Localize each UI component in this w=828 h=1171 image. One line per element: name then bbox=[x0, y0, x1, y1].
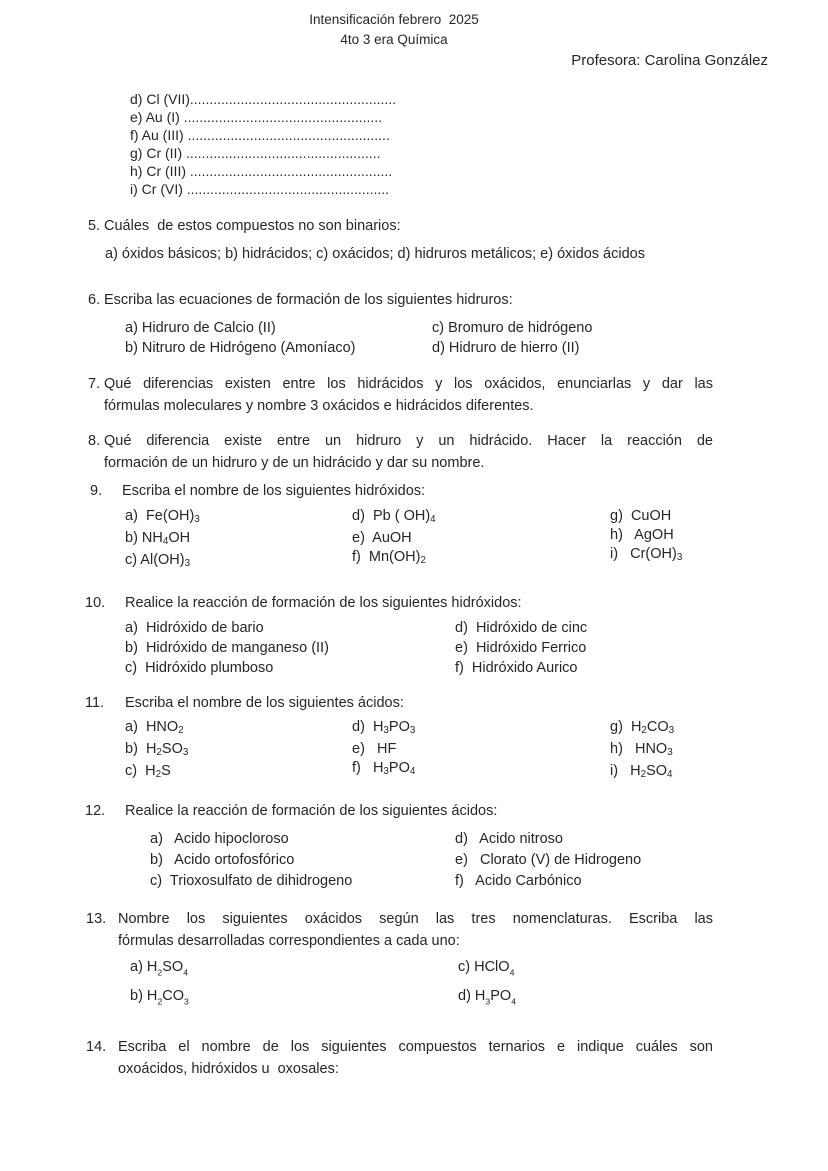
question-number: 9. bbox=[90, 483, 103, 499]
question-9-column-2 bbox=[352, 507, 436, 570]
professor-name: Profesora: Carolina González bbox=[571, 52, 768, 69]
question-text: Escriba las ecuaciones de formación de los siguientes hidruros: bbox=[104, 292, 513, 308]
question-11 bbox=[85, 695, 730, 711]
paragraph-line: formación de un hidruro y de un hidrácido y dar su nombre. bbox=[104, 455, 485, 471]
list-item: g) $H_2CO_3$ bbox=[610, 719, 675, 736]
list-item: g) Cr (II) .................................................. bbox=[130, 145, 381, 161]
question-text bbox=[104, 373, 713, 417]
question-number: 13. bbox=[86, 911, 107, 927]
question-6-column-1 bbox=[125, 318, 356, 358]
question-number: 6. bbox=[88, 292, 101, 308]
question-text bbox=[118, 1036, 713, 1080]
question-number: 5. bbox=[88, 218, 101, 234]
question-10-column-1 bbox=[125, 618, 329, 678]
list-item: b) $H_2CO_3$ bbox=[130, 988, 189, 1007]
list-item: d) $H_3PO_3$ bbox=[352, 719, 416, 736]
list-item: b) Hidróxido de manganeso (II) bbox=[125, 640, 329, 656]
list-item: e) HF bbox=[352, 740, 397, 757]
question-number: 7. bbox=[88, 376, 101, 392]
question-11-column-2 bbox=[352, 718, 415, 781]
question-text: Cuáles de estos compuestos no son binarios: bbox=[104, 218, 401, 234]
list-item: d) Hidruro de hierro (II) bbox=[432, 340, 580, 356]
list-item: e) Clorato (V) de Hidrogeno bbox=[455, 852, 642, 868]
question-text: Escriba el nombre de los siguientes hidróxidos: bbox=[122, 483, 426, 499]
question-12-column-2 bbox=[455, 829, 641, 892]
list-item: b) $NH_4OH$ bbox=[125, 529, 191, 547]
question-10-column-2 bbox=[455, 618, 587, 678]
paragraph-line: Qué diferencia existe entre un hidruro y un hidrácido. Hacer la reacción de bbox=[104, 433, 713, 449]
paragraph-line: Nombre los siguientes oxácidos según las tres nomenclaturas. Escriba las bbox=[118, 911, 713, 927]
list-item: c) Hidróxido plumboso bbox=[125, 660, 274, 676]
document-title-line-2: 4to 3 era Química bbox=[340, 32, 448, 47]
list-item: a) $Fe(OH)_3$ bbox=[125, 508, 200, 525]
question-9 bbox=[90, 483, 730, 499]
list-item: f) $Mn(OH)_2$ bbox=[352, 548, 426, 566]
list-item: a) $HNO_2$ bbox=[125, 719, 184, 736]
question-number: 12. bbox=[85, 803, 106, 819]
list-item: h) AgOH bbox=[610, 527, 674, 543]
question-11-column-3 bbox=[610, 718, 674, 783]
paragraph-line: fórmulas moleculares y nombre 3 oxácidos e hidrácidos diferentes. bbox=[104, 398, 534, 414]
question-text: Escriba el nombre de los siguientes ácidos: bbox=[125, 695, 404, 711]
question-text bbox=[118, 908, 713, 952]
question-14 bbox=[86, 1036, 713, 1080]
question-11-column-1 bbox=[125, 718, 188, 783]
question-text: Realice la reacción de formación de los siguientes ácidos: bbox=[125, 803, 498, 819]
list-item: b) Acido ortofosfórico bbox=[150, 852, 295, 868]
list-item: c) HClO$_4$ bbox=[458, 959, 515, 978]
document-title-line-1: Intensificación febrero 2025 bbox=[309, 12, 479, 27]
question-6 bbox=[88, 292, 728, 308]
question-12-column-1 bbox=[150, 829, 352, 892]
question-9-column-1 bbox=[125, 507, 200, 572]
list-item: i) Cr (VI) .................................................... bbox=[130, 181, 390, 197]
list-item: d) Pb ( $OH)_4$ bbox=[352, 508, 436, 525]
list-item: e) Au (I) ................................................... bbox=[130, 109, 383, 125]
question-5 bbox=[88, 218, 728, 234]
list-item: c) Bromuro de hidrógeno bbox=[432, 320, 593, 336]
question-13-column-1 bbox=[130, 955, 189, 1014]
question-text bbox=[104, 430, 713, 474]
paragraph-line: Qué diferencias existen entre los hidrácidos y los oxácidos, enunciarlas y dar las bbox=[104, 376, 713, 392]
list-item: c) $Al(OH)_3$ bbox=[125, 551, 191, 569]
question-13-column-2 bbox=[458, 955, 516, 1014]
list-item: a) Acido hipocloroso bbox=[150, 831, 289, 847]
list-item: b) $H_2SO_3$ bbox=[125, 740, 189, 758]
question-5-options: a) óxidos básicos; b) hidrácidos; c) oxácidos; d) hidruros metálicos; e) óxidos ácidos bbox=[105, 246, 645, 262]
question-9-column-3 bbox=[610, 507, 682, 567]
list-item: d) Hidróxido de cinc bbox=[455, 620, 588, 636]
list-item: f) Acido Carbónico bbox=[455, 873, 582, 889]
list-item: b) Nitruro de Hidrógeno (Amoníaco) bbox=[125, 340, 356, 356]
question-number: 14. bbox=[86, 1039, 107, 1055]
question-number: 8. bbox=[88, 433, 101, 449]
question-7 bbox=[88, 373, 715, 417]
question-number: 10. bbox=[85, 595, 106, 611]
question-text: Realice la reacción de formación de los siguientes hidróxidos: bbox=[125, 595, 522, 611]
list-item: h) $HNO_3$ bbox=[610, 740, 673, 758]
list-item: f) Hidróxido Aurico bbox=[455, 660, 578, 676]
list-item: c) Trioxosulfato de dihidrogeno bbox=[150, 873, 353, 889]
question-10 bbox=[85, 595, 730, 611]
list-item: a) Hidróxido de bario bbox=[125, 620, 264, 636]
question-12 bbox=[85, 803, 730, 819]
list-item: d) Cl (VII)..................................................... bbox=[130, 91, 397, 107]
question-number: 11. bbox=[85, 695, 105, 711]
question-13 bbox=[86, 908, 713, 952]
list-item: c) $H_2S$ bbox=[125, 762, 171, 780]
paragraph-line: Escriba el nombre de los siguientes compuestos ternarios e indique cuáles son bbox=[118, 1039, 713, 1055]
list-item: h) Cr (III) .................................................... bbox=[130, 163, 393, 179]
list-item: e) AuOH bbox=[352, 529, 412, 546]
question-8 bbox=[88, 430, 715, 474]
list-item: i) $H_2SO_4$ bbox=[610, 762, 673, 780]
list-item: f) $H_3PO_4$ bbox=[352, 759, 416, 777]
list-item: e) Hidróxido Ferrico bbox=[455, 640, 587, 656]
list-item: a) Hidruro de Calcio (II) bbox=[125, 320, 276, 336]
list-item: i) $Cr(OH)_3$ bbox=[610, 546, 683, 563]
list-item: f) Au (III) .................................................... bbox=[130, 127, 390, 143]
oxidation-states-dotted-list bbox=[130, 90, 396, 198]
list-item: g) CuOH bbox=[610, 508, 672, 524]
list-item: d) Acido nitroso bbox=[455, 831, 563, 847]
paragraph-line: fórmulas desarrolladas correspondientes a cada uno: bbox=[118, 933, 460, 949]
list-item: d) $H_3PO_4$ bbox=[458, 988, 517, 1007]
list-item: a) $H_2SO_4$ bbox=[130, 959, 189, 978]
paragraph-line: oxoácidos, hidróxidos u oxosales: bbox=[118, 1061, 339, 1077]
question-6-column-2 bbox=[432, 318, 592, 358]
